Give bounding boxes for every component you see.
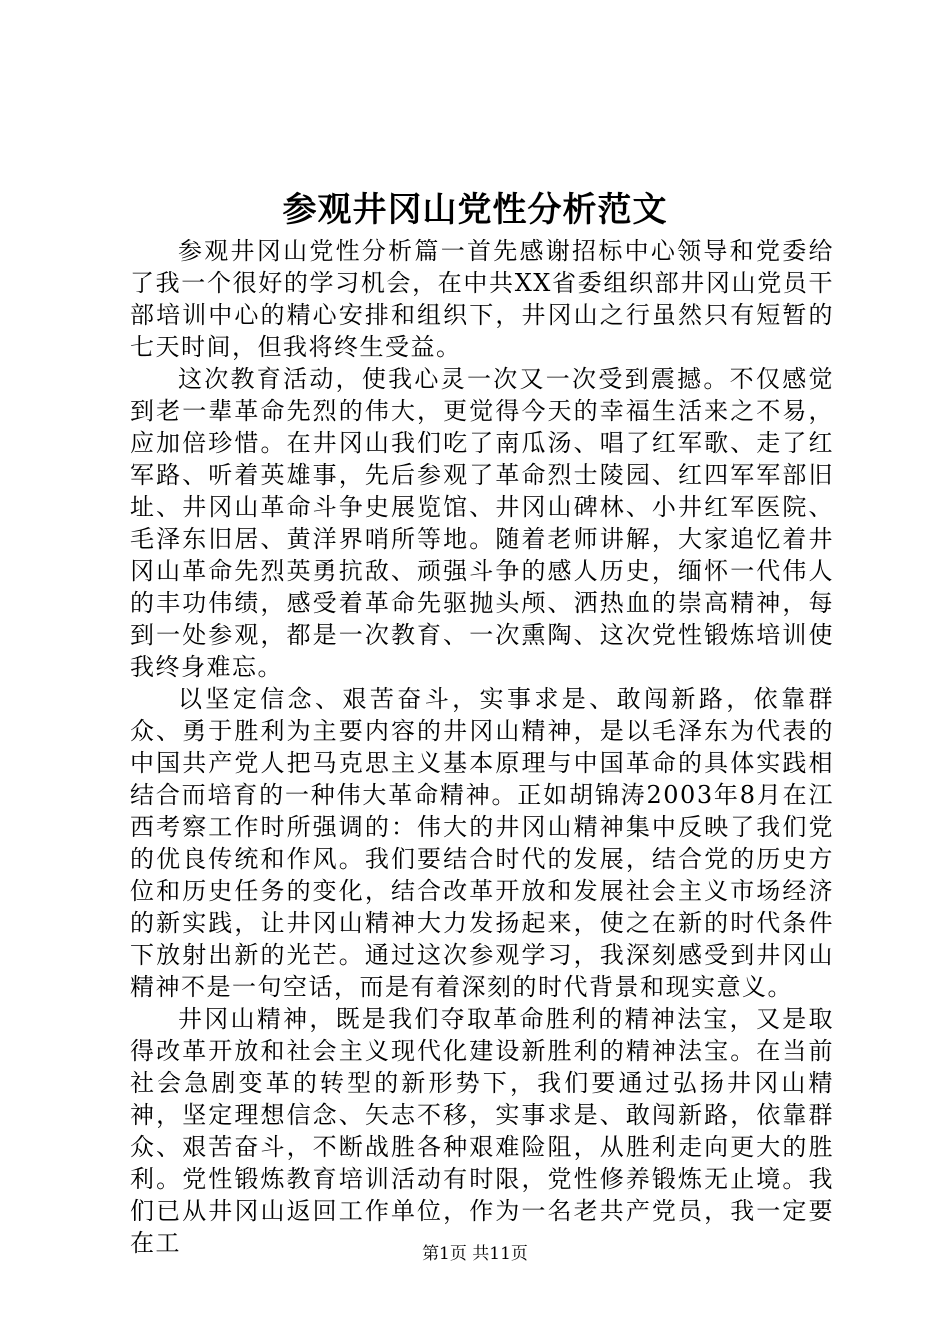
page-footer: 第1页 共11页 — [422, 1244, 528, 1264]
paragraph: 以坚定信念、艰苦奋斗，实事求是、敢闯新路，依靠群众、勇于胜利为主要内容的井冈山精神，是以毛泽东为代表的中国共产党人把马克思主义基本原理与中国革命的具体实践相结合而培育的一种伟大革命精神。正如胡锦涛2003年8月在江西考察工作时所强调的：伟大的井冈山精神集中反映了我们党的优良传统和作风。我们要结合时代的发展，结合党的历史方位和历史任务的变化，结合改革开放和发展社会主义市场经济的新实践，让井冈山精神大力发扬起来，使之在新的时代条件下放射出新的光芒。通过这次参观学习，我深刻感受到井冈山精神不是一句空话，而是有着深刻的时代背景和现实意义。 — [130, 685, 834, 1001]
document-title: 参观井冈山党性分析范文 — [282, 190, 668, 230]
document-body — [130, 235, 834, 1259]
paragraph: 参观井冈山党性分析篇一首先感谢招标中心领导和党委给了我一个很好的学习机会，在中共XX省委组织部井冈山党员干部培训中心的精心安排和组织下，井冈山之行虽然只有短暂的七天时间，但我将终生受益。 — [130, 237, 834, 361]
paragraph: 这次教育活动，使我心灵一次又一次受到震撼。不仅感觉到老一辈革命先烈的伟大，更觉得今天的幸福生活来之不易，应加倍珍惜。在井冈山我们吃了南瓜汤、唱了红军歌、走了红军路、听着英雄事，先后参观了革命烈士陵园、红四军军部旧址、井冈山革命斗争史展览馆、井冈山碑林、小井红军医院、毛泽东旧居、黄洋界哨所等地。随着老师讲解，大家追忆着井冈山革命先烈英勇抗敌、顽强斗争的感人历史，缅怀一代伟人的丰功伟绩，感受着革命先驱抛头颅、洒热血的崇高精神，每到一处参观，都是一次教育、一次熏陶、这次党性锻炼培训使我终身难忘。 — [130, 365, 834, 681]
paragraph: 井冈山精神，既是我们夺取革命胜利的精神法宝，又是取得改革开放和社会主义现代化建设新胜利的精神法宝。在当前社会急剧变革的转型的新形势下，我们要通过弘扬井冈山精神，坚定理想信念、矢志不移，实事求是、敢闯新路，依靠群众、艰苦奋斗，不断战胜各种艰难险阻，从胜利走向更大的胜利。党性锻炼教育培训活动有时限，党性修养锻炼无止境。我们已从井冈山返回工作单位，作为一名老共产党员，我一定要在工 — [130, 1005, 834, 1257]
